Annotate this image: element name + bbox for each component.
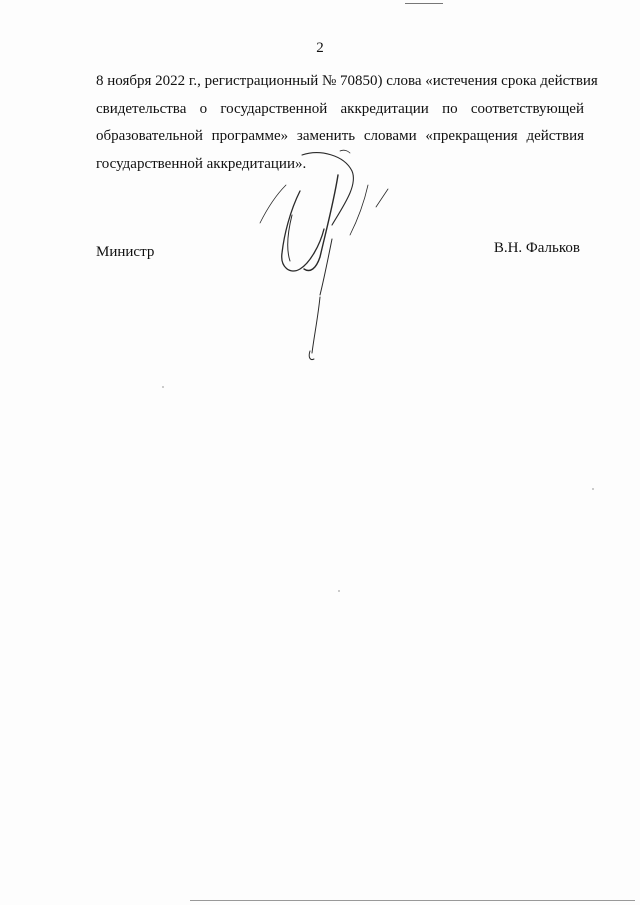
scan-edge-top: [405, 3, 443, 4]
scan-edge-bottom: [190, 900, 635, 901]
body-line: 8 ноября 2022 г., регистрационный № 70850) слова «истечения срока действия: [96, 73, 598, 89]
scan-speck: [162, 386, 164, 388]
scan-speck: [338, 590, 340, 592]
scan-speck: [592, 488, 594, 490]
page-number: 2: [316, 40, 324, 56]
signatory-position: Министр: [96, 244, 155, 260]
body-line: образовательной программе» заменить словами «прекращения действия: [96, 128, 584, 144]
signatory-name: В.Н. Фальков: [493, 240, 580, 256]
handwritten-signature: [240, 145, 400, 365]
body-line: свидетельства о государственной аккредитации по соответствующей: [96, 100, 584, 117]
body-line: государственной аккредитации».: [96, 155, 307, 172]
